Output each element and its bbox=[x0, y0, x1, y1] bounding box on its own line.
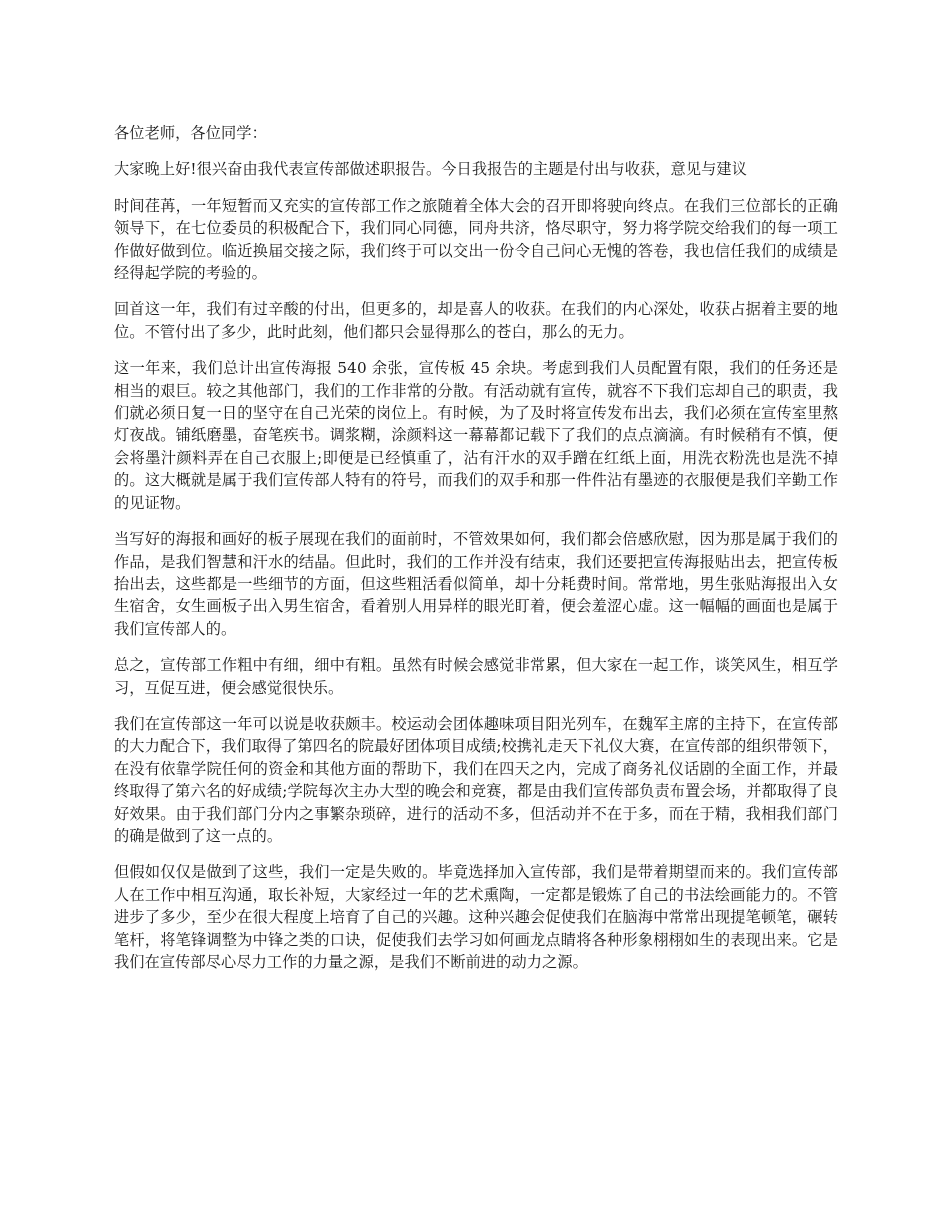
paragraph-achievements: 我们在宣传部这一年可以说是收获颇丰。校运动会团体趣味项目阳光列车，在魏军主席的主持下，在宣传部的大力配合下，我们取得了第四名的院最好团体项目成绩;校携礼走天下礼仪大赛，在宣传部的组织带领下，在没有依靠学院任何的资金和其他方面的帮助下，我们在四天之内，完成了商务礼仪话剧的全面工作，并最终取得了第六名的好成绩;学院每次主办大型的晚会和竞赛，都是由我们宣传部负责布置会场，并都取得了良好效果。由于我们部门分内之事繁杂琐碎，进行的活动不多，但活动并不在于多，而在于精，我相我们部门的确是做到了这一点的。 bbox=[114, 714, 838, 845]
paragraph-workload: 这一年来，我们总计出宣传海报 540 余张，宣传板 45 余块。考虑到我们人员配置有限，我们的任务还是相当的艰巨。较之其他部门，我们的工作非常的分散。有活动就有宣传，就容不下我们忘却自己的职责，我们就必须日复一日的坚守在自己光荣的岗位上。有时候，为了及时将宣传发布出去，我们必须在宣传室里熬灯夜战。铺纸磨墨，奋笔疾书。调浆糊，涂颜料这一幕幕都记载下了我们的点点滴滴。有时候稍有不慎，便会将墨汁颜料弄在自己衣服上;即便是已经慎重了，沾有汗水的双手蹭在红纸上面，用洗衣粉洗也是洗不掉的。这大概就是属于我们宣传部人特有的符号，而我们的双手和那一件件沾有墨迹的衣服便是我们辛勤工作的见证物。 bbox=[114, 359, 838, 512]
paragraph-summary: 总之，宣传部工作粗中有细，细中有粗。虽然有时候会感觉非常累，但大家在一起工作，谈笑风生，相互学习，互促互进，便会感觉很快乐。 bbox=[114, 656, 838, 697]
paragraph-introduction: 时间荏苒，一年短暂而又充实的宣传部工作之旅随着全体大会的召开即将驶向终点。在我们三位部长的正确领导下，在七位委员的积极配合下，我们同心同德，同舟共济，恪尽职守，努力将学院交给我们的每一项工作做好做到位。临近换届交接之际，我们终于可以交出一份令自己问心无愧的答卷，我也信任我们的成绩是经得起学院的考验的。 bbox=[114, 196, 838, 283]
salutation: 各位老师，各位同学： bbox=[114, 124, 267, 142]
paragraph-greeting: 大家晚上好!很兴奋由我代表宣传部做述职报告。今日我报告的主题是付出与收获，意见与建议 bbox=[114, 160, 747, 179]
paragraph-posting: 当写好的海报和画好的板子展现在我们的面前时，不管效果如何，我们都会倍感欣慰，因为那是属于我们的作品，是我们智慧和汗水的结晶。但此时，我们的工作并没有结束，我们还要把宣传海报贴出去，把宣传板抬出去，这些都是一些细节的方面，但这些粗活看似简单，却十分耗费时间。常常地，男生张贴海报出入女生宿舍，女生画板子出入男生宿舍，看着别人用异样的眼光盯着，便会羞涩心虚。这一幅幅的画面也是属于我们宣传部人的。 bbox=[114, 530, 838, 638]
paragraph-reflection: 回首这一年，我们有过辛酸的付出，但更多的，却是喜人的收获。在我们的内心深处，收获占据着主要的地位。不管付出了多少，此时此刻，他们都只会显得那么的苍白，那么的无力。 bbox=[114, 300, 838, 341]
paragraph-growth: 但假如仅仅是做到了这些，我们一定是失败的。毕竟选择加入宣传部，我们是带着期望而来的。我们宣传部人在工作中相互沟通，取长补短，大家经过一年的艺术熏陶，一定都是锻炼了自己的书法绘画能力的。不管进步了多少，至少在很大程度上培育了自己的兴趣。这种兴趣会促使我们在脑海中常常出现提笔顿笔，碾转笔杆，将笔锋调整为中锋之类的口诀，促使我们去学习如何画龙点睛将各种形象栩栩如生的表现出来。它是我们在宣传部尽心尽力工作的力量之源，是我们不断前进的动力之源。 bbox=[114, 863, 838, 971]
report-body bbox=[114, 122, 838, 973]
